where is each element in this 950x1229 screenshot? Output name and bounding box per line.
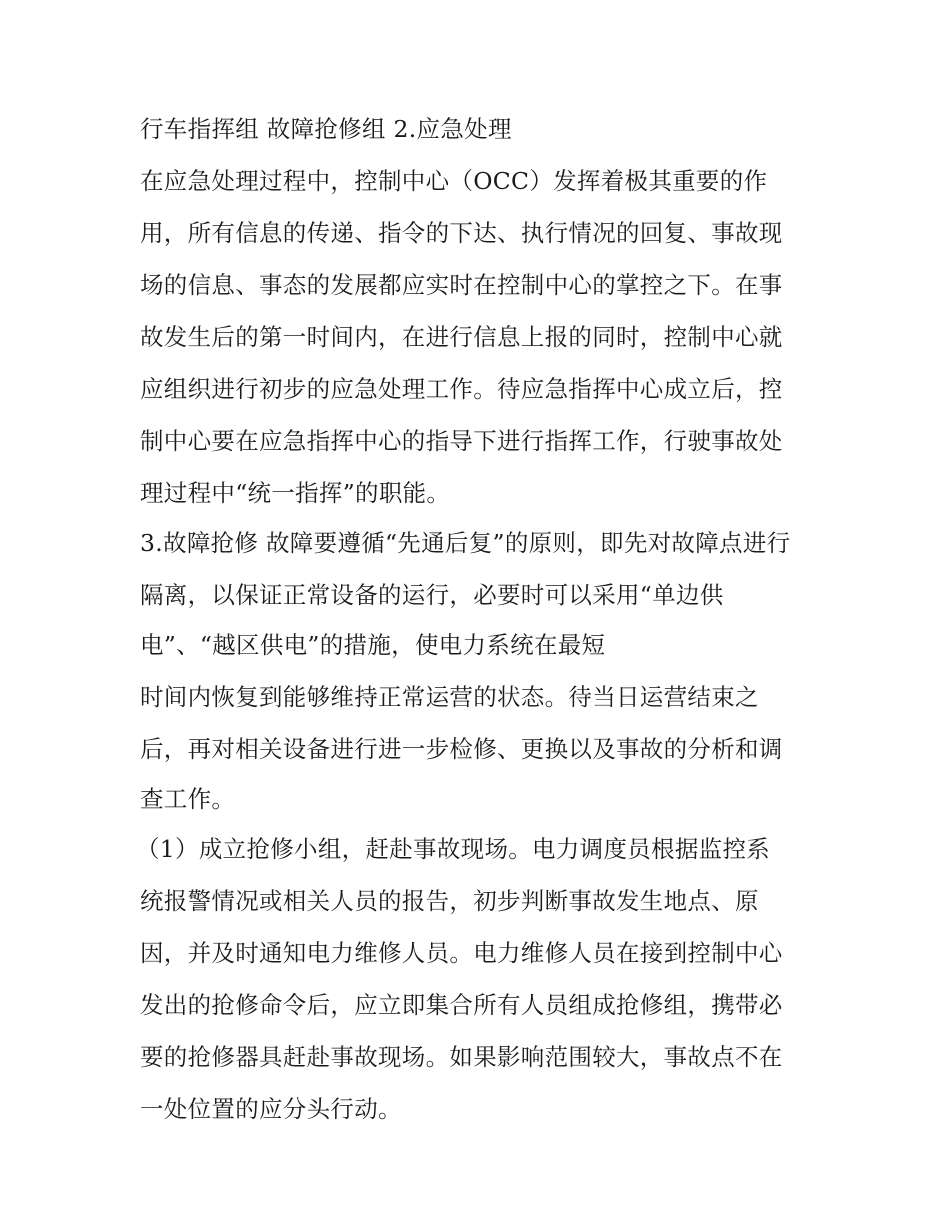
text-line: （1）成立抢修小组，赶赴事故现场。电力调度员根据监控系 [136, 835, 771, 863]
text-line: 后，再对相关设备进行进一步检修、更换以及事故的分析和调 [140, 735, 783, 763]
text-line: 行车指挥组 故障抢修组 2.应急处理 [140, 115, 512, 143]
text-line: 3.故障抢修 故障要遵循“先通后复”的原则，即先对故障点进行 [140, 529, 791, 557]
text-line: 查工作。 [140, 785, 236, 813]
text-line: 时间内恢复到能够维持正常运营的状态。待当日运营结束之 [140, 683, 759, 711]
text-line: 电”、“越区供电”的措施，使电力系统在最短 [140, 631, 606, 659]
text-line: 因，并及时通知电力维修人员。电力维修人员在接到控制中心 [140, 939, 783, 967]
text-line: 理过程中“统一指挥”的职能。 [140, 479, 451, 507]
text-line: 隔离，以保证正常设备的运行，必要时可以采用“单边供 [140, 581, 724, 609]
text-line: 统报警情况或相关人员的报告，初步判断事故发生地点、原 [140, 887, 759, 915]
text-line: 一处位置的应分头行动。 [140, 1095, 402, 1123]
text-line: 制中心要在应急指挥中心的指导下进行指挥工作，行驶事故处 [140, 427, 783, 455]
text-line: 用，所有信息的传递、指令的下达、执行情况的回复、事故现 [140, 219, 783, 247]
text-line: 在应急处理过程中，控制中心（OCC）发挥着极其重要的作 [140, 167, 768, 195]
text-line: 场的信息、事态的发展都应实时在控制中心的掌控之下。在事 [140, 271, 783, 299]
text-line: 应组织进行初步的应急处理工作。待应急指挥中心成立后，控 [140, 375, 783, 403]
text-line: 故发生后的第一时间内，在进行信息上报的同时，控制中心就 [140, 323, 783, 351]
text-line: 发出的抢修命令后，应立即集合所有人员组成抢修组，携带必 [140, 991, 783, 1019]
text-line: 要的抢修器具赶赴事故现场。如果影响范围较大，事故点不在 [140, 1043, 783, 1071]
